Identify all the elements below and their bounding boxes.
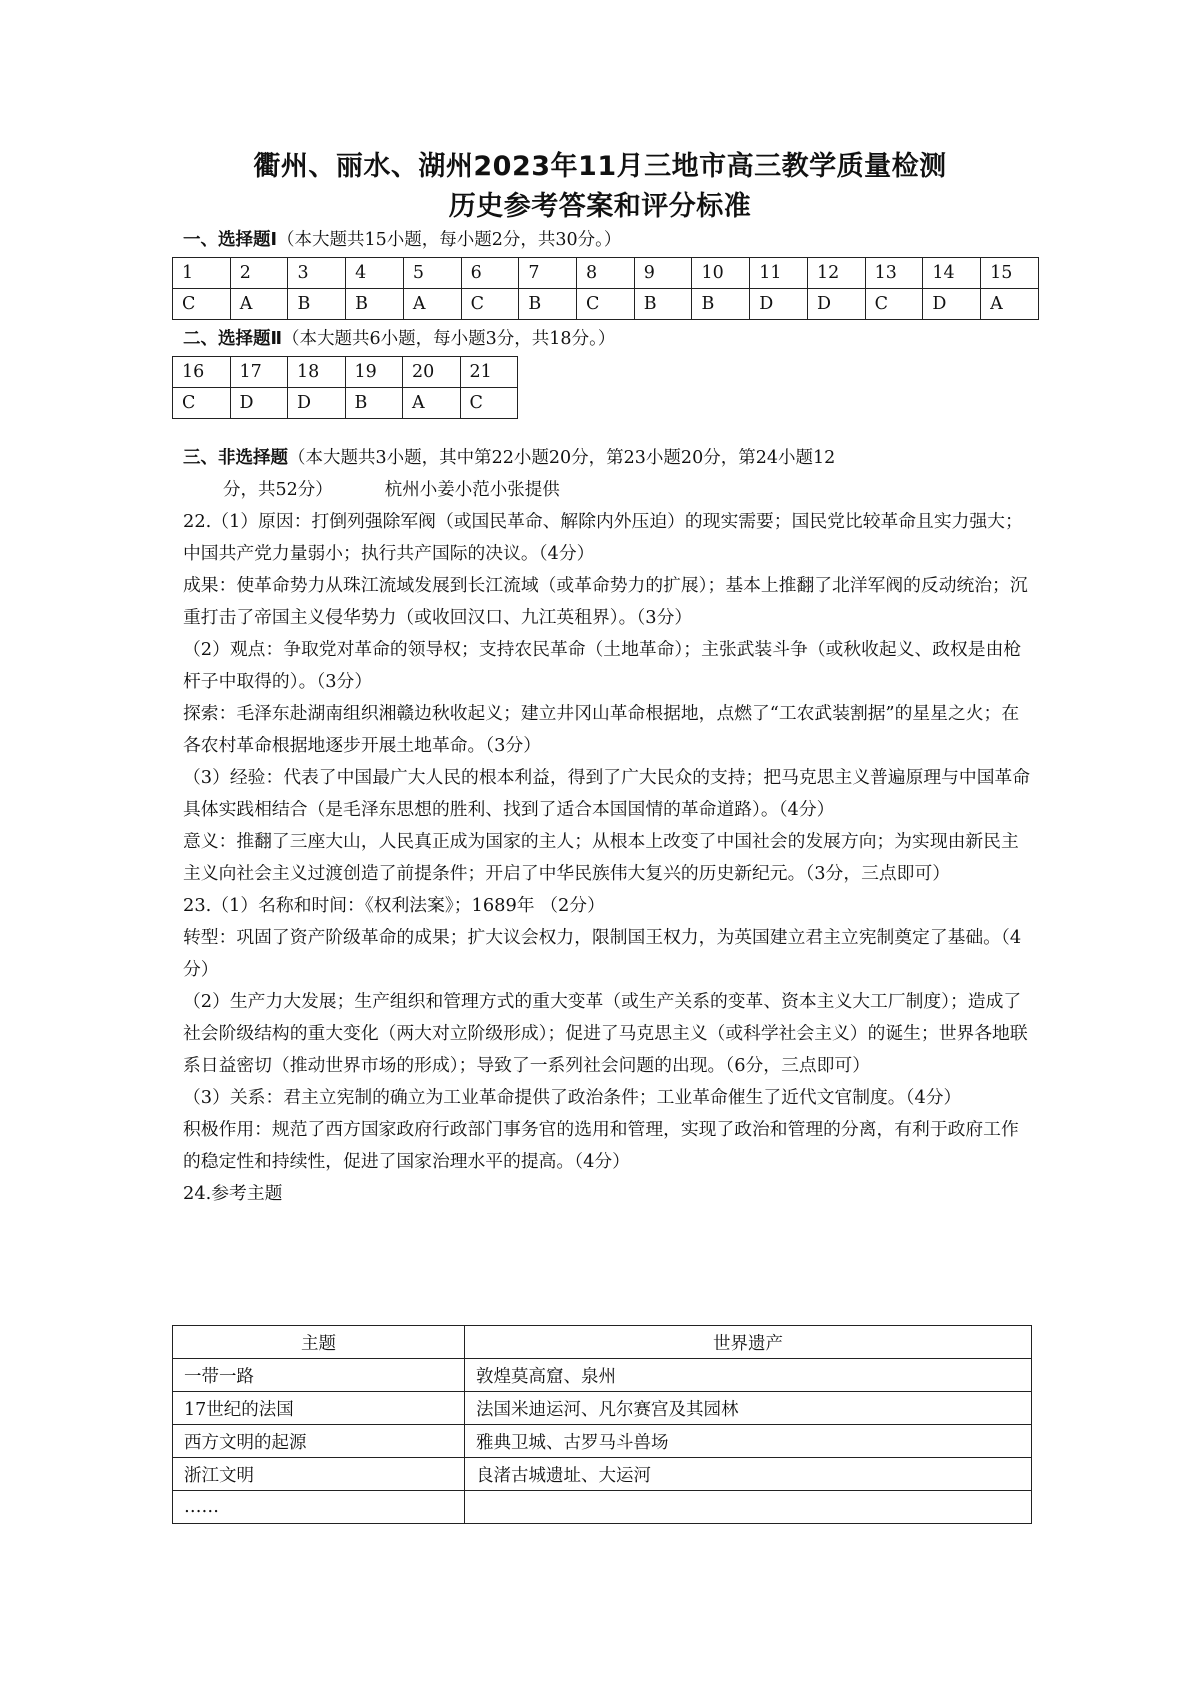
section2-note: （本大题共6小题，每小题3分，共18分。） — [282, 329, 616, 349]
table-cell: D — [807, 289, 865, 320]
table-cell: C — [577, 289, 635, 320]
table-cell: 5 — [403, 258, 461, 289]
column-header: 主题 — [173, 1326, 465, 1359]
table-cell: B — [634, 289, 692, 320]
table-cell: 16 — [173, 357, 231, 388]
table-row — [173, 1359, 1032, 1392]
section1-answer-table — [172, 257, 1039, 320]
table-cell — [465, 1491, 1032, 1524]
table-cell: 12 — [807, 258, 865, 289]
section3-heading — [183, 442, 835, 506]
table-cell: 9 — [634, 258, 692, 289]
table-cell: D — [923, 289, 981, 320]
table-cell: 一带一路 — [173, 1359, 465, 1392]
table-cell: 13 — [865, 258, 923, 289]
paragraph: 24.参考主题 — [183, 1183, 283, 1204]
table-cell: 20 — [403, 357, 461, 388]
table-cell: 14 — [923, 258, 981, 289]
paragraph: 转型：巩固了资产阶级革命的成果；扩大议会权力，限制国王权力，为英国建立君主立宪制奠定了基础。（4分） — [183, 927, 1022, 980]
paragraph: （2）生产力大发展；生产组织和管理方式的重大变革（或生产关系的变革、资本主义大工厂制度）；造成了社会阶级结构的重大变化（两大对立阶级形成）；促进了马克思主义（或科学社会主义）的诞生；世界各地联系日益密切（推动世界市场的形成）；导致了一系列社会问题的出现。（6分，三点即可） — [183, 991, 1028, 1076]
table-cell: 6 — [461, 258, 519, 289]
table-cell: A — [403, 289, 461, 320]
paragraph: 意义：推翻了三座大山，人民真正成为国家的主人；从根本上改变了中国社会的发展方向；为实现由新民主主义向社会主义过渡创造了前提条件；开启了中华民族伟大复兴的历史新纪元。（3分，三点即可） — [183, 831, 1019, 884]
table-cell: A — [981, 289, 1039, 320]
table-row — [173, 1425, 1032, 1458]
table-row — [173, 258, 1039, 289]
section1-heading — [183, 228, 621, 252]
table-cell: 浙江文明 — [173, 1458, 465, 1491]
table-cell: 19 — [345, 357, 403, 388]
section3-note-cont: 分，共52分） — [223, 480, 333, 500]
section2-answer-table — [172, 356, 518, 419]
section3-title: 三、非选择题 — [183, 448, 288, 468]
table-cell: A — [230, 289, 288, 320]
table-cell: B — [345, 388, 403, 419]
paragraph: 成果：使革命势力从珠江流域发展到长江流域（或革命势力的扩展）；基本上推翻了北洋军阀的反动统治；沉重打击了帝国主义侵华势力（或收回汉口、九江英租界）。（3分） — [183, 575, 1028, 628]
table-cell: 10 — [692, 258, 750, 289]
paragraph: 探索：毛泽东赴湖南组织湘赣边秋收起义；建立井冈山革命根据地，点燃了“工农武装割据”的星星之火；在各农村革命根据地逐步开展土地革命。（3分） — [183, 703, 1020, 756]
table-cell: 18 — [288, 357, 346, 388]
table-cell: 17世纪的法国 — [173, 1392, 465, 1425]
table-cell: D — [230, 388, 288, 419]
table-cell: …… — [173, 1491, 465, 1524]
table-cell: 敦煌莫高窟、泉州 — [465, 1359, 1032, 1392]
table-cell: 15 — [981, 258, 1039, 289]
table-cell: 17 — [230, 357, 288, 388]
table-cell: C — [460, 388, 518, 419]
paragraph: 22.（1）原因：打倒列强除军阀（或国民革命、解除内外压迫）的现实需要；国民党比较革命且实力强大；中国共产党力量弱小；执行共产国际的决议。（4分） — [183, 511, 1023, 564]
table-cell: 7 — [519, 258, 577, 289]
table-cell: 11 — [750, 258, 808, 289]
section3-note: （本大题共3小题，其中第22小题20分，第23小题20分，第24小题12 — [288, 448, 836, 468]
column-header: 世界遗产 — [465, 1326, 1032, 1359]
document-title: 衢州、丽水、湖州2023年11月三地市高三教学质量检测 — [253, 151, 947, 182]
theme-heritage-table — [172, 1325, 1032, 1524]
table-cell: 良渚古城遗址、大运河 — [465, 1458, 1032, 1491]
table-cell: A — [403, 388, 461, 419]
section1-note: （本大题共15小题，每小题2分，共30分。） — [277, 230, 622, 250]
table-cell: 3 — [288, 258, 346, 289]
table-cell: B — [346, 289, 404, 320]
answer-body — [183, 506, 1033, 1210]
table-cell: B — [692, 289, 750, 320]
table-cell: C — [461, 289, 519, 320]
table-header-row — [173, 1326, 1032, 1359]
document-subtitle: 历史参考答案和评分标准 — [448, 191, 752, 222]
table-cell: B — [288, 289, 346, 320]
table-cell: 西方文明的起源 — [173, 1425, 465, 1458]
table-row — [173, 1491, 1032, 1524]
table-row — [173, 289, 1039, 320]
table-cell: D — [750, 289, 808, 320]
table-cell: D — [288, 388, 346, 419]
table-row — [173, 357, 518, 388]
provider-note: 杭州小姜小范小张提供 — [384, 480, 560, 500]
table-cell: B — [519, 289, 577, 320]
table-cell: 4 — [346, 258, 404, 289]
paragraph: 23.（1）名称和时间：《权利法案》；1689年 （2分） — [183, 895, 605, 916]
paragraph: （2）观点：争取党对革命的领导权；支持农民革命（土地革命）；主张武装斗争（或秋收起义、政权是由枪杆子中取得的）。（3分） — [183, 639, 1022, 692]
section1-title: 一、选择题Ⅰ — [183, 230, 278, 250]
table-row — [173, 1392, 1032, 1425]
paragraph: 积极作用：规范了西方国家政府行政部门事务官的选用和管理，实现了政治和管理的分离，有利于政府工作的稳定性和持续性，促进了国家治理水平的提高。（4分） — [183, 1119, 1019, 1172]
table-cell: C — [173, 289, 231, 320]
table-row — [173, 388, 518, 419]
table-cell: 21 — [460, 357, 518, 388]
table-cell: 法国米迪运河、凡尔赛宫及其园林 — [465, 1392, 1032, 1425]
section2-heading — [183, 327, 615, 351]
table-cell: 雅典卫城、古罗马斗兽场 — [465, 1425, 1032, 1458]
paragraph: （3）经验：代表了中国最广大人民的根本利益，得到了广大民众的支持；把马克思主义普遍原理与中国革命具体实践相结合（是毛泽东思想的胜利、找到了适合本国国情的革命道路）。（4分） — [183, 767, 1031, 820]
table-cell: 8 — [577, 258, 635, 289]
table-cell: C — [173, 388, 231, 419]
table-cell: C — [865, 289, 923, 320]
table-cell: 1 — [173, 258, 231, 289]
paragraph: （3）关系：君主立宪制的确立为工业革命提供了政治条件；工业革命催生了近代文官制度。（4分） — [183, 1087, 962, 1108]
section2-title: 二、选择题Ⅱ — [183, 329, 283, 349]
table-cell: 2 — [230, 258, 288, 289]
table-row — [173, 1458, 1032, 1491]
